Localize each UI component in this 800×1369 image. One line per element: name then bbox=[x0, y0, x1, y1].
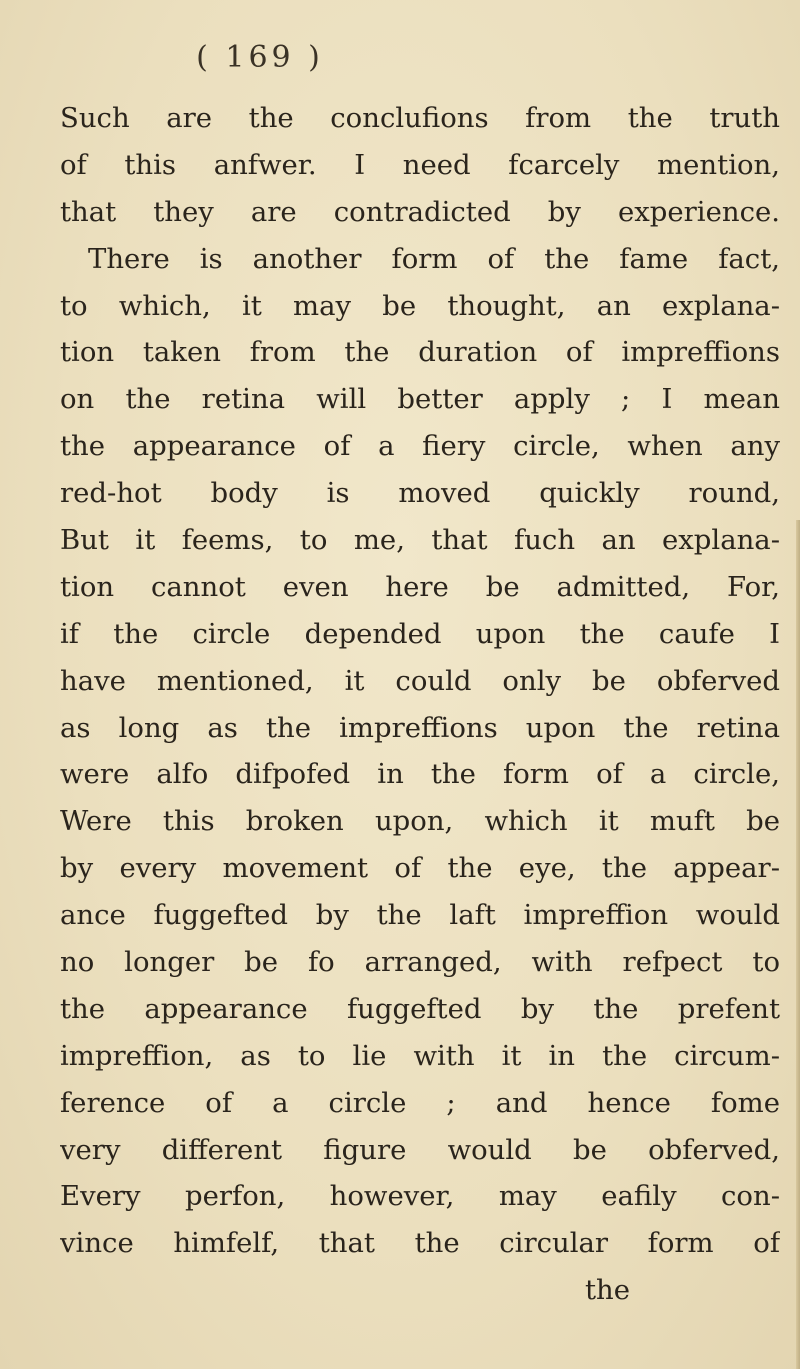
text-line: vince himfelf, that the circular form of bbox=[60, 1227, 780, 1260]
text-line: were alfo difpofed in the form of a circle, bbox=[60, 758, 780, 791]
text-line: on the retina will better apply ; I mean bbox=[60, 383, 780, 416]
text-line: by every movement of the eye, the appear- bbox=[60, 852, 780, 885]
text-line: There is another form of the fame fact, bbox=[88, 242, 780, 275]
catchword: the bbox=[584, 1274, 630, 1307]
text-line: tion cannot even here be admitted, For, bbox=[60, 570, 780, 603]
text-line: the appearance fuggefted by the prefent bbox=[60, 992, 780, 1025]
text-line: if the circle depended upon the caufe I bbox=[60, 617, 780, 650]
text-line: tion taken from the duration of impreffions bbox=[60, 336, 780, 369]
text-line: Every perfon, however, may eafily con- bbox=[60, 1180, 780, 1213]
page-number: ( 169 ) bbox=[196, 40, 324, 75]
text-line: the appearance of a fiery circle, when any bbox=[60, 430, 780, 463]
text-line: red-hot body is moved quickly round, bbox=[60, 477, 780, 510]
text-line: very different figure would be obferved, bbox=[60, 1133, 780, 1166]
text-line: Such are the conclufions from the truth bbox=[60, 102, 780, 134]
text-line: ance fuggefted by the laft impreffion would bbox=[60, 899, 780, 932]
text-line: that they are contradicted by experience. bbox=[60, 195, 780, 228]
text-line: no longer be fo arranged, with refpect to bbox=[60, 946, 780, 979]
text-line: Were this broken upon, which it muft be bbox=[60, 805, 780, 838]
page-edge bbox=[796, 520, 800, 1369]
text-line: of this anfwer. I need fcarcely mention, bbox=[60, 148, 780, 181]
text-line: ference of a circle ; and hence fome bbox=[60, 1086, 780, 1119]
text-line: to which, it may be thought, an explana- bbox=[60, 289, 780, 322]
text-line: But it feems, to me, that fuch an explana- bbox=[60, 524, 780, 557]
body-text bbox=[60, 95, 780, 1314]
text-line: impreffion, as to lie with it in the circum- bbox=[60, 1039, 780, 1072]
text-line: as long as the impreffions upon the retina bbox=[60, 711, 780, 744]
text-line: have mentioned, it could only be obferved bbox=[60, 664, 780, 697]
